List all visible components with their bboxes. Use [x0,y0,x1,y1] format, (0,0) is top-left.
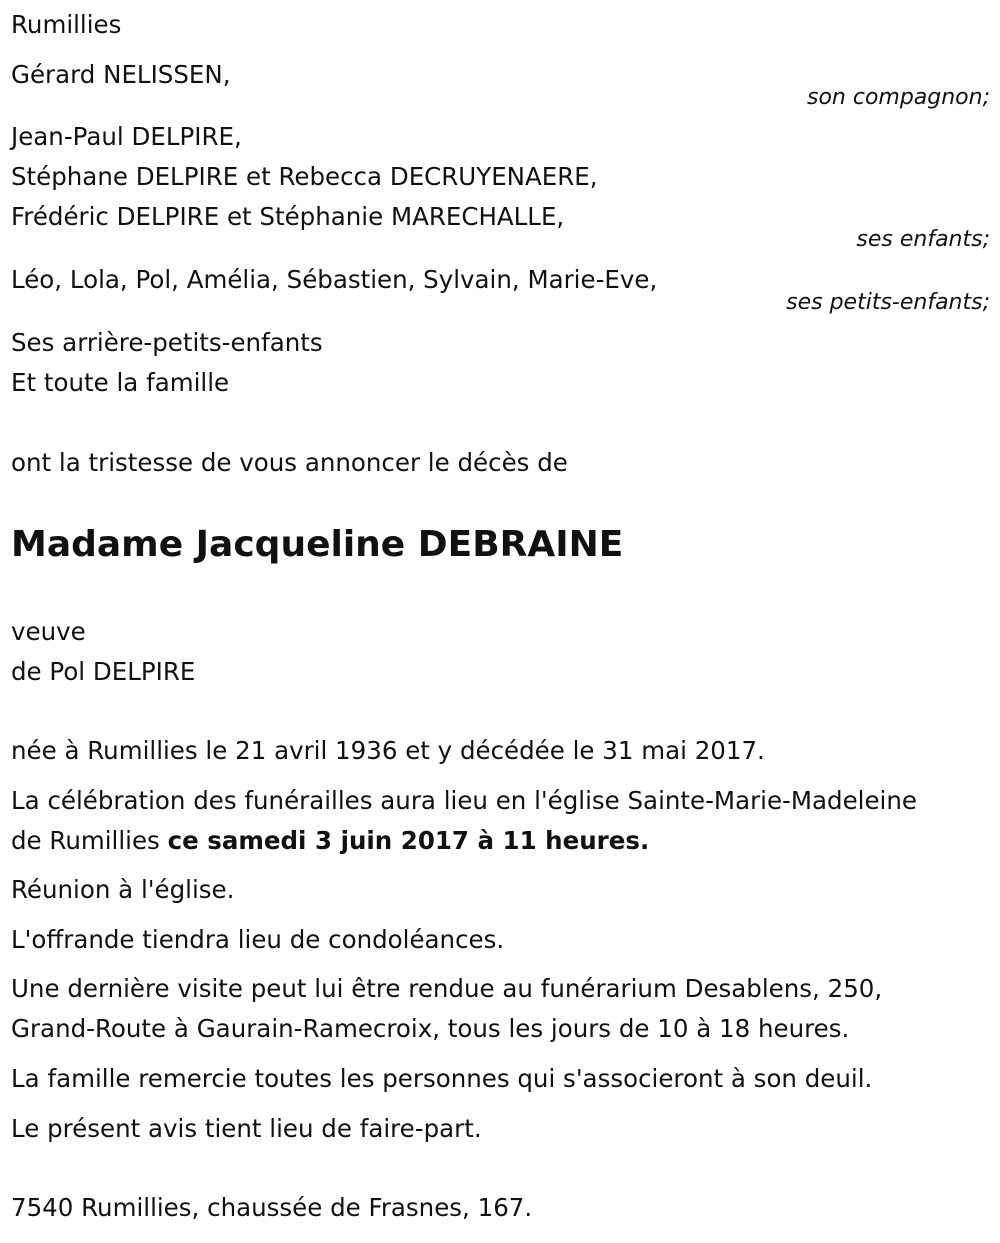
notice-line: Le présent avis tient lieu de faire-part. [11,1114,482,1143]
visit-line-2: Grand-Route à Gaurain-Ramecroix, tous les jours de 10 à 18 heures. [11,1014,850,1043]
place-header: Rumillies [11,10,122,39]
offering-line: L'offrande tiendra lieu de condoléances. [11,925,505,954]
birth-death-line: née à Rumillies le 21 avril 1936 et y décédée le 31 mai 2017. [11,736,765,765]
child-3: Frédéric DELPIRE et Stéphanie MARECHALLE, [11,202,565,231]
widow-status: veuve [11,617,86,646]
announcement-text: ont la tristesse de vous annoncer le décès de [11,448,568,477]
companion-name: Gérard NELISSEN, [11,60,231,89]
grandchildren-role: ses petits-enfants; [786,290,990,315]
ceremony-line-2 [11,821,649,861]
great-grandchildren: Ses arrière-petits-enfants [11,328,323,357]
visit-line-1: Une dernière visite peut lui être rendue au funérarium Desablens, 250, [11,974,883,1003]
companion-role: son compagnon; [806,85,990,110]
child-1: Jean-Paul DELPIRE, [11,122,242,151]
child-2: Stéphane DELPIRE et Rebecca DECRUYENAERE, [11,162,598,191]
grandchildren-names: Léo, Lola, Pol, Amélia, Sébastien, Sylvain, Marie-Eve, [11,265,658,294]
whole-family: Et toute la famille [11,368,230,397]
address-line: 7540 Rumillies, chaussée de Frasnes, 167. [11,1193,533,1222]
thanks-line: La famille remercie toutes les personnes qui s'associeront à son deuil. [11,1064,873,1093]
deceased-name: Madame Jacqueline DEBRAINE [11,524,624,565]
spouse-name: de Pol DELPIRE [11,657,196,686]
ceremony-line-1: La célébration des funérailles aura lieu en l'église Sainte-Marie-Madeleine [11,786,917,815]
ceremony-place: de Rumillies [11,826,168,855]
ceremony-date: ce samedi 3 juin 2017 à 11 heures. [167,826,650,855]
children-role: ses enfants; [856,227,990,252]
meeting-line: Réunion à l'église. [11,875,235,904]
